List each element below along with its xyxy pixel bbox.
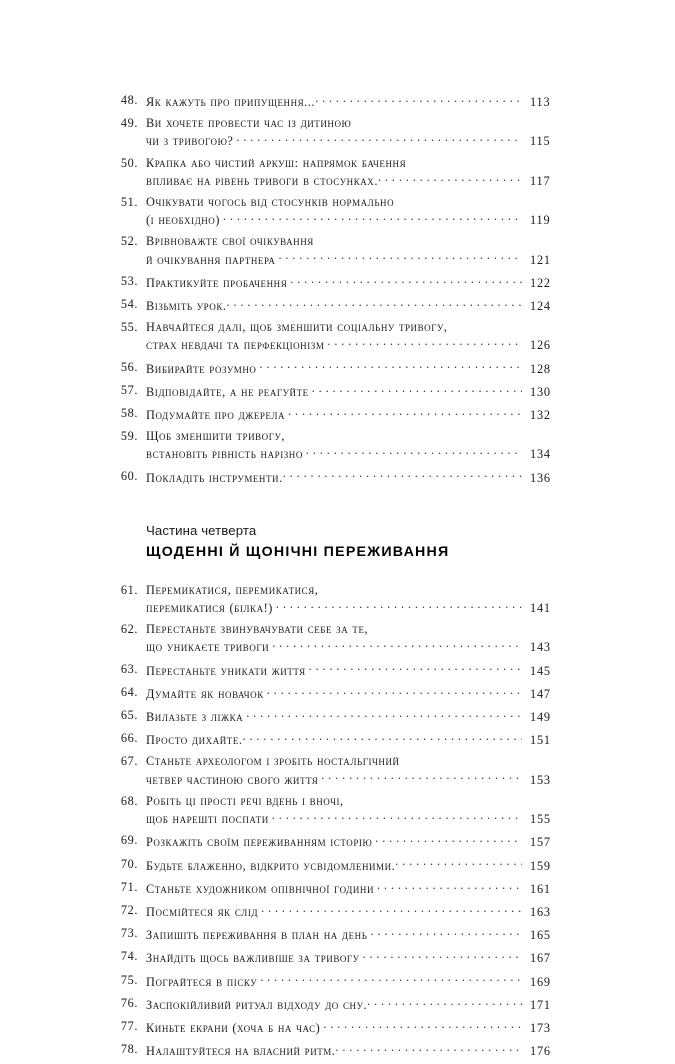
- dot-leader: [321, 770, 522, 784]
- toc-entry-title-line: посмійтеся як слід: [146, 904, 259, 919]
- toc-entry-title-line: пограйтеся в піску: [146, 974, 258, 989]
- dot-leader: [223, 210, 522, 224]
- toc-entry-number: 57.: [120, 382, 138, 397]
- toc-entry[interactable]: [104, 1018, 570, 1036]
- toc-entry-body: [138, 582, 570, 616]
- toc-entry[interactable]: [104, 468, 570, 486]
- toc-entry-last-line: [146, 296, 570, 314]
- toc-entry-last-line: [146, 598, 570, 616]
- toc-entry-last-line: [146, 730, 570, 748]
- toc-entry-body: [138, 359, 570, 377]
- toc-entry-body: [138, 296, 570, 314]
- toc-entry-number: 60.: [120, 468, 138, 483]
- toc-entry-page-number: 126: [530, 338, 551, 353]
- toc-entry-body: [138, 793, 570, 827]
- toc-section-before-heading: [104, 92, 570, 486]
- toc-entry-body: [138, 405, 570, 423]
- toc-entry-title-line: вилазьте з ліжка: [146, 710, 244, 725]
- toc-entry-body: [138, 319, 570, 353]
- toc-entry-number: 48.: [120, 93, 138, 107]
- toc-entry-page-number: 147: [530, 686, 551, 701]
- part-heading-label: Частина четверта: [146, 522, 257, 538]
- toc-entry-last-line: [146, 902, 570, 920]
- toc-entry-title-line: перемикатися (білка!): [146, 601, 273, 616]
- toc-entry-number: 74.: [120, 949, 138, 964]
- toc-entry-title-line: й очікування партнера: [146, 252, 276, 267]
- toc-entry-body: [138, 273, 570, 291]
- toc-entry-page-number: 171: [530, 997, 551, 1012]
- toc-entry[interactable]: [104, 661, 570, 679]
- toc-entry-page-number: 113: [530, 95, 551, 109]
- toc-entry-page-number: 169: [530, 974, 551, 989]
- toc-entry[interactable]: [104, 92, 570, 110]
- toc-entry-body: [138, 194, 570, 228]
- toc-entry-title-line: щоб нарешті поспати: [146, 812, 269, 827]
- toc-entry-last-line: [146, 925, 570, 943]
- toc-entry-body: [138, 661, 570, 679]
- toc-entry-last-line: [146, 405, 570, 423]
- toc-entry-title-line: ви хочете провести час із дитиною: [146, 116, 352, 131]
- dot-leader: [259, 359, 522, 373]
- toc-entry-body: [138, 948, 570, 966]
- toc-entry-title-line: візьміть урок.: [146, 299, 227, 314]
- toc-entry-last-line: [146, 995, 570, 1013]
- dot-leader: [276, 598, 522, 612]
- toc-entry-last-line: [146, 707, 570, 725]
- part-heading: [104, 522, 570, 563]
- toc-entry-title-line: встановіть рівність нарізно: [146, 447, 303, 462]
- toc-entry-title-line: перестаньте уникати життя: [146, 663, 306, 678]
- toc-entry-page-number: 157: [530, 835, 551, 850]
- toc-entry-last-line: [146, 1041, 570, 1059]
- toc-entry[interactable]: [104, 621, 570, 655]
- toc-entry-body: [138, 382, 570, 400]
- toc-entry[interactable]: [104, 707, 570, 725]
- toc-entry-body: [138, 902, 570, 920]
- dot-leader: [327, 335, 522, 349]
- toc-entry-body: [138, 155, 570, 189]
- toc-entry-body: [138, 972, 570, 990]
- toc-entry-page-number: 151: [530, 733, 551, 748]
- toc-entry[interactable]: [104, 428, 570, 462]
- toc-entry-body: [138, 995, 570, 1013]
- toc-entry-last-line: [146, 948, 570, 966]
- toc-entry-title-line: перемикатися, перемикатися,: [146, 582, 319, 597]
- toc-entry-last-line: [146, 879, 570, 897]
- toc-entry[interactable]: [104, 273, 570, 291]
- toc-entry-page-number: 121: [530, 252, 551, 267]
- toc-entry[interactable]: [104, 194, 570, 228]
- toc-entry[interactable]: [104, 405, 570, 423]
- toc-entry-last-line: [146, 335, 570, 353]
- toc-entry-number: 71.: [120, 879, 138, 894]
- toc-entry-page-number: 173: [530, 1020, 551, 1035]
- toc-entry-number: 53.: [120, 273, 138, 288]
- toc-entry-body: [138, 621, 570, 655]
- toc-entry-number: 69.: [120, 833, 138, 848]
- toc-entry[interactable]: [104, 879, 570, 897]
- toc-entry-title-line: налаштуйтеся на власний ритм.: [146, 1044, 336, 1059]
- dot-leader: [278, 250, 522, 264]
- toc-entry-body: [138, 1041, 570, 1059]
- toc-entry-title-line: подумайте про джерела: [146, 408, 286, 423]
- toc-entry-number: 76.: [120, 995, 138, 1010]
- toc-entry[interactable]: [104, 753, 570, 787]
- toc-entry-last-line: [146, 1018, 570, 1036]
- toc-entry-body: [138, 92, 570, 110]
- toc-entry-body: [138, 233, 570, 267]
- dot-leader: [309, 661, 522, 675]
- dot-leader: [315, 92, 522, 106]
- toc-entry-number: 59.: [120, 429, 138, 444]
- dot-leader: [377, 879, 522, 893]
- dot-leader: [378, 171, 522, 185]
- toc-entry-number: 51.: [120, 195, 138, 210]
- toc-entry-body: [138, 730, 570, 748]
- toc-entry-page-number: 119: [530, 213, 551, 228]
- toc-entry-last-line: [146, 468, 570, 486]
- toc-entry-last-line: [146, 92, 570, 110]
- toc-entry-title-line: впливає на рівень тривоги в стосунках.: [146, 173, 378, 188]
- toc-entry-number: 73.: [120, 926, 138, 941]
- dot-leader: [236, 131, 522, 145]
- toc-entry-number: 56.: [120, 359, 138, 374]
- toc-entry-number: 61.: [120, 582, 138, 597]
- toc-entry-title-line: запишіть переживання в план на день: [146, 928, 368, 943]
- toc-entry-last-line: [146, 131, 570, 149]
- toc-entry-body: [138, 856, 570, 874]
- toc-entry-page-number: 141: [530, 601, 551, 616]
- toc-entry-body: [138, 428, 570, 462]
- toc-entry-number: 62.: [120, 622, 138, 637]
- toc-entry-page-number: 117: [530, 173, 551, 188]
- toc-entry-title-line: думайте як новачок: [146, 686, 264, 701]
- toc-entry-page-number: 149: [530, 710, 551, 725]
- toc-entry[interactable]: [104, 793, 570, 827]
- toc-entry-page-number: 161: [530, 881, 551, 896]
- toc-entry-page-number: 143: [530, 640, 551, 655]
- toc-entry-page-number: 176: [530, 1044, 551, 1059]
- toc-section-after-heading: [104, 582, 570, 1059]
- toc-entry[interactable]: [104, 856, 570, 874]
- toc-entry[interactable]: [104, 1041, 570, 1059]
- toc-entry-page-number: 145: [530, 663, 551, 678]
- dot-leader: [243, 730, 522, 744]
- toc-entry-title-line: робіть ці прості речі вдень і вночі,: [146, 793, 344, 808]
- toc-entry[interactable]: [104, 832, 570, 850]
- dot-leader: [363, 948, 522, 962]
- dot-leader: [272, 637, 522, 651]
- dot-leader: [335, 1041, 522, 1055]
- toc-entry-page-number: 155: [530, 812, 551, 827]
- dot-leader: [246, 707, 522, 721]
- toc-entry-title-line: станьте художником опівнічної години: [146, 881, 375, 896]
- toc-entry-page-number: 130: [530, 384, 551, 399]
- toc-entry-number: 68.: [120, 793, 138, 808]
- toc-entry-page-number: 134: [530, 447, 551, 462]
- toc-entry-title-line: врівноважте свої очікування: [146, 234, 314, 249]
- dot-leader: [288, 405, 522, 419]
- toc-entry[interactable]: [104, 582, 570, 616]
- toc-entry-number: 64.: [120, 684, 138, 699]
- dot-leader: [272, 809, 522, 823]
- toc-entry-title-line: що уникаєте тривоги: [146, 640, 270, 655]
- toc-entry-number: 63.: [120, 661, 138, 676]
- toc-entry-number: 54.: [120, 297, 138, 312]
- toc-entry[interactable]: [104, 359, 570, 377]
- toc-entry-number: 58.: [120, 406, 138, 421]
- part-heading-title: ЩОДЕННІ Й ЩОНІЧНІ ПЕРЕЖИВАННЯ: [146, 543, 450, 560]
- dot-leader: [323, 1018, 522, 1032]
- toc-entry-number: 75.: [120, 972, 138, 987]
- toc-entry-title-line: четвер частиною свого життя: [146, 772, 319, 787]
- toc-entry[interactable]: [104, 902, 570, 920]
- toc-entry-body: [138, 753, 570, 787]
- toc-entry-title-line: просто дихайте.: [146, 733, 243, 748]
- toc-entry-last-line: [146, 661, 570, 679]
- toc-entry-last-line: [146, 770, 570, 788]
- toc-entry-last-line: [146, 856, 570, 874]
- toc-entry-last-line: [146, 637, 570, 655]
- toc-entry-last-line: [146, 684, 570, 702]
- toc-entry-number: 66.: [120, 731, 138, 746]
- toc-entry-body: [138, 925, 570, 943]
- toc-entry-page-number: 167: [530, 951, 551, 966]
- dot-leader: [283, 468, 522, 482]
- toc-entry-title-line: (і необхідно): [146, 213, 220, 228]
- toc-entry-last-line: [146, 250, 570, 268]
- toc-entry[interactable]: [104, 925, 570, 943]
- toc-entry-page-number: 115: [530, 134, 551, 149]
- toc-entry-title-line: знайдіть щось важливіше за тривогу: [146, 951, 360, 966]
- toc-entry-page-number: 165: [530, 928, 551, 943]
- toc-entry[interactable]: [104, 115, 570, 149]
- toc-entry-number: 77.: [120, 1018, 138, 1033]
- toc-entry[interactable]: [104, 296, 570, 314]
- toc-entry-last-line: [146, 273, 570, 291]
- dot-leader: [267, 684, 522, 698]
- toc-entry-title-line: заспокійливий ритуал відходу до сну.: [146, 997, 368, 1012]
- dot-leader: [306, 444, 522, 458]
- toc-entry[interactable]: [104, 382, 570, 400]
- toc-entry-number: 78.: [120, 1042, 138, 1057]
- toc-entry-page-number: 122: [530, 275, 551, 290]
- toc-entry-body: [138, 707, 570, 725]
- toc-entry-body: [138, 684, 570, 702]
- toc-entry-title-line: розкажіть своїм переживанням історію: [146, 835, 373, 850]
- toc-entry-page-number: 163: [530, 904, 551, 919]
- dot-leader: [367, 995, 522, 1009]
- toc-entry-title-line: киньте екрани (хоча б на час): [146, 1020, 321, 1035]
- toc-entry-title-line: щоб зменшити тривогу,: [146, 429, 286, 444]
- toc-entry-title-line: покладіть інструменти.: [146, 470, 283, 485]
- toc-entry-number: 67.: [120, 754, 138, 769]
- toc-entry-title-line: як кажуть про припущення...: [146, 95, 316, 109]
- toc-entry-title-line: відповідайте, а не реагуйте: [146, 384, 309, 399]
- toc-entry-body: [138, 1018, 570, 1036]
- toc-entry-last-line: [146, 171, 570, 189]
- toc-entry-body: [138, 115, 570, 149]
- toc-entry-title-line: будьте блаженно, відкрито усвідомленими.: [146, 858, 396, 873]
- toc-entry-page-number: 136: [530, 470, 551, 485]
- toc-entry-last-line: [146, 972, 570, 990]
- toc-entry-number: 49.: [120, 116, 138, 131]
- toc-entry-title-line: страх невдачі та перфекціонізм: [146, 338, 325, 353]
- toc-entry-last-line: [146, 359, 570, 377]
- toc-entry-page-number: 159: [530, 858, 551, 873]
- toc-entry-page-number: 153: [530, 772, 551, 787]
- dot-leader: [227, 296, 522, 310]
- toc-entry-number: 50.: [120, 155, 138, 170]
- toc-entry-page-number: 124: [530, 299, 551, 314]
- dot-leader: [312, 382, 522, 396]
- toc-entry-number: 55.: [120, 320, 138, 335]
- toc-entry[interactable]: [104, 995, 570, 1013]
- toc-entry[interactable]: [104, 684, 570, 702]
- toc-entry[interactable]: [104, 155, 570, 189]
- toc-entry-number: 52.: [120, 234, 138, 249]
- toc-entry-page-number: 132: [530, 408, 551, 423]
- toc-entry-title-line: вибирайте розумно: [146, 361, 257, 376]
- toc-entry-page-number: 128: [530, 361, 551, 376]
- toc-entry-body: [138, 832, 570, 850]
- toc-entry-body: [138, 879, 570, 897]
- toc-entry-title-line: очікувати чогось від стосунків нормально: [146, 195, 395, 210]
- toc-entry-title-line: навчайтеся далі, щоб зменшити соціальну тривогу,: [146, 320, 448, 335]
- toc-entry-last-line: [146, 444, 570, 462]
- dot-leader: [260, 972, 522, 986]
- toc-entry[interactable]: [104, 233, 570, 267]
- toc-entry-title-line: перестаньте звинувачувати себе за те,: [146, 622, 369, 637]
- dot-leader: [375, 832, 522, 846]
- toc-entry[interactable]: [104, 730, 570, 748]
- toc-entry-body: [138, 468, 570, 486]
- toc-entry-last-line: [146, 210, 570, 228]
- toc-entry-title-line: крапка або чистий аркуш: напрямок бачення: [146, 155, 407, 170]
- toc-entry-number: 70.: [120, 856, 138, 871]
- toc-entry-number: 72.: [120, 902, 138, 917]
- dot-leader: [395, 856, 522, 870]
- toc-entry-title-line: станьте археологом і зробіть ностальгічний: [146, 754, 400, 769]
- dot-leader: [370, 925, 522, 939]
- toc-entry[interactable]: [104, 972, 570, 990]
- toc-entry-title-line: практикуйте пробачення: [146, 275, 288, 290]
- toc-entry-last-line: [146, 832, 570, 850]
- toc-entry[interactable]: [104, 948, 570, 966]
- dot-leader: [261, 902, 522, 916]
- toc-entry-last-line: [146, 382, 570, 400]
- toc-entry-last-line: [146, 809, 570, 827]
- table-of-contents: [104, 92, 570, 1064]
- dot-leader: [290, 273, 522, 287]
- toc-entry[interactable]: [104, 319, 570, 353]
- toc-entry-title-line: чи з тривогою?: [146, 134, 234, 149]
- toc-entry-number: 65.: [120, 708, 138, 723]
